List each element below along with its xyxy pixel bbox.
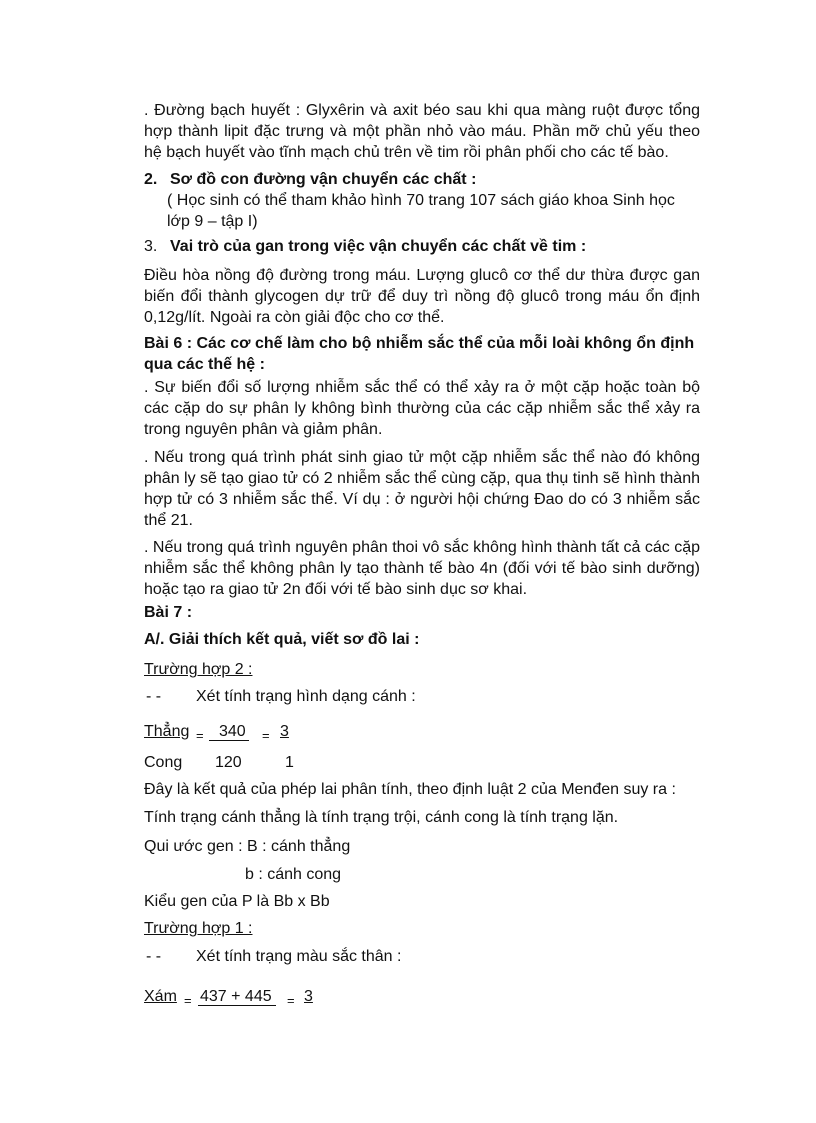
ratio-value-bottom: 1: [285, 754, 294, 771]
heading-transport-diagram: [144, 169, 476, 190]
ratio-value-top: 3: [280, 723, 289, 740]
heading-text: Vai trò của gan trong việc vận chuyển các chất về tim :: [170, 238, 587, 255]
ratio-sum-gray: 437 + 445: [200, 988, 272, 1005]
ratio-equals: =: [196, 728, 204, 743]
ratio-value-gray: 3: [304, 988, 313, 1005]
note-line-2: lớp 9 – tập I): [167, 213, 258, 230]
paragraph-lymph-route: . Đường bạch huyết : Glyxêrin và axit béo sau khi qua màng ruột được tổng hợp thành lipit đặc trưng và một phần nhỏ vào máu. Phần mỡ chủ yếu theo hệ bạch huyết vào tĩnh mạch chủ trên về tim rồi phân phối cho các tế bào.: [144, 102, 700, 161]
ratio-count-curved: 120: [215, 754, 242, 771]
ratio-name-straight: Thẳng: [144, 723, 190, 740]
heading-number: 3.: [144, 238, 158, 255]
case-2-trait: Xét tính trạng hình dạng cánh :: [196, 688, 416, 705]
ratio-equals: =: [262, 728, 270, 743]
case-1-trait: Xét tính trạng màu sắc thân :: [196, 948, 402, 965]
fraction-bar: [209, 740, 249, 741]
paragraph-liver-function: Điều hòa nồng độ đường trong máu. Lượng glucô cơ thể dư thừa được gan biến đổi thành glycogen dự trữ để duy trì nồng độ glucô trong máu ổn định 0,12g/lít. Ngoài ra còn giải độc cho cơ thể.: [144, 267, 700, 326]
gene-convention-line-2: b : cánh cong: [245, 866, 342, 883]
heading-explain-results: A/. Giải thích kết quả, viết sơ đồ lai :: [144, 631, 420, 648]
fraction-bar: [198, 1005, 276, 1006]
ratio-count-straight: 340: [219, 723, 246, 740]
ratio-equals: =: [287, 993, 295, 1008]
case-2-label: Trường hợp 2 :: [144, 661, 253, 678]
heading-exercise-6: Bài 6 : Các cơ chế làm cho bộ nhiễm sắc thể của mỗi loài không ổn định qua các thế hệ :: [144, 335, 695, 373]
list-dash: - -: [146, 688, 162, 705]
heading-text: Sơ đồ con đường vận chuyển các chất :: [170, 171, 477, 188]
paragraph-test-cross: Đây là kết quả của phép lai phân tính, theo định luật 2 của Menđen suy ra :: [144, 781, 676, 798]
heading-liver-role: [144, 236, 586, 257]
parent-genotype: Kiểu gen của P là Bb x Bb: [144, 893, 330, 910]
gene-convention-line-1: Qui ước gen : B : cánh thẳng: [144, 838, 351, 855]
paragraph-dominance: Tính trạng cánh thẳng là tính trạng trội, cánh cong là tính trạng lặn.: [144, 809, 619, 826]
paragraph-chromosome-change: . Sự biến đổi số lượng nhiễm sắc thể có thể xảy ra ở một cặp hoặc toàn bộ các cặp do sự phân ly không bình thường của các cặp nhiễm sắc thể xảy ra trong nguyên phân và giảm phân.: [144, 379, 700, 438]
paragraph-gamete-formation: . Nếu trong quá trình phát sinh giao tử một cặp nhiễm sắc thể nào đó không phân ly sẽ tạo giao tử có 2 nhiễm sắc thể cùng cặp, qua thụ tinh sẽ hình thành hợp tử có 3 nhiễm sắc thể. Ví dụ : ở người hội chứng Đao do có 3 nhiễm sắc thể 21.: [144, 449, 700, 529]
ratio-equals: =: [184, 993, 192, 1008]
note-line-1: ( Học sinh có thể tham khảo hình 70 trang 107 sách giáo khoa Sinh học: [167, 192, 675, 209]
heading-exercise-7: Bài 7 :: [144, 604, 193, 621]
ratio-name-curved: Cong: [144, 754, 183, 771]
ratio-name-gray: Xám: [144, 988, 177, 1005]
paragraph-mitosis-failure: . Nếu trong quá trình nguyên phân thoi vô sắc không hình thành tất cả các cặp nhiễm sắc thể không phân ly tạo thành tế bào 4n (đối với tế bào sinh dưỡng) hoặc tạo ra giao tử 2n đối với tế bào sinh dục sơ khai.: [144, 539, 700, 598]
list-dash: - -: [146, 948, 162, 965]
case-1-label: Trường hợp 1 :: [144, 920, 253, 937]
heading-number: 2.: [144, 171, 158, 188]
